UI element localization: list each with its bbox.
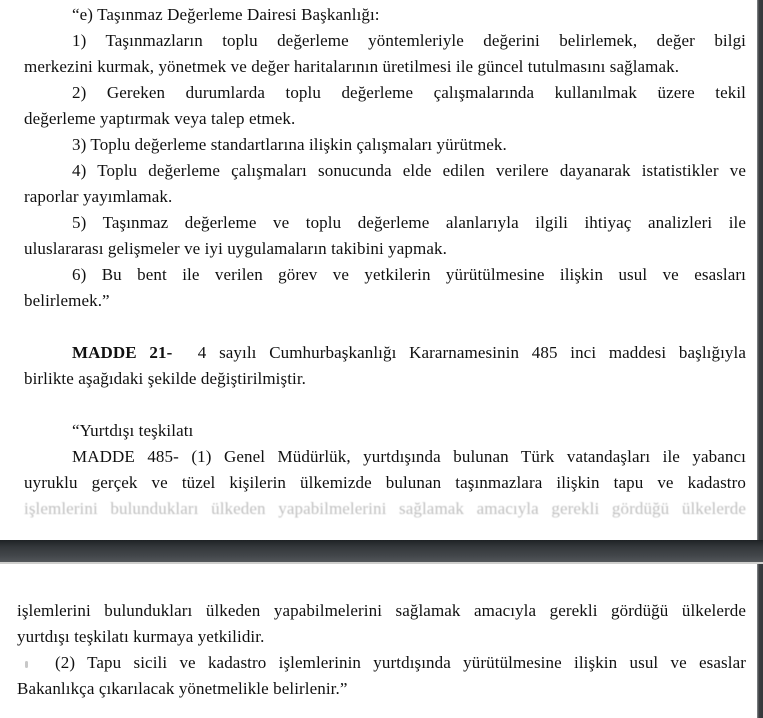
text-line: MADDE 485- (1) Genel Müdürlük, yurtdışında bulunan Türk vatandaşları ile yabancı xyxy=(72,447,746,466)
text-line: işlemlerini bulundukları ülkeden yapabilmelerini sağlamak amacıyla gerekli gördüğü ülkelerde xyxy=(17,601,746,620)
cut-text-line: işlemlerini bulundukları ülkeden yapabilmelerini sağlamak amacıyla gerekli gördüğü ülkelerde xyxy=(24,499,746,518)
document-page-2 xyxy=(17,598,746,702)
text-line: merkezini kurmak, yönetmek ve değer haritalarının üretilmesi ile güncel tutulmasını sağlamak. xyxy=(24,57,680,76)
text-line: birlikte aşağıdaki şekilde değiştirilmiştir. xyxy=(24,369,307,388)
right-edge-strip xyxy=(757,0,763,718)
page-separator-band xyxy=(0,540,763,564)
text-line: “e) Taşınmaz Değerleme Dairesi Başkanlığı: xyxy=(72,5,380,24)
text-line: Bakanlıkça çıkarılacak yönetmelikle belirlenir.” xyxy=(17,679,348,698)
bold-run: MADDE 21- xyxy=(72,343,173,362)
text-line: değerleme yaptırmak veya talep etmek. xyxy=(24,109,296,128)
text-line: yurtdışı teşkilatı kurmaya yetkilidir. xyxy=(17,627,265,646)
text-line: “Yurtdışı teşkilatı xyxy=(72,421,194,440)
text-line: belirlemek.” xyxy=(24,291,110,310)
text-line: uyruklu gerçek ve tüzel kişilerin ülkemizde bulunan taşınmazlara ilişkin tapu ve kadastro xyxy=(24,473,746,492)
text-line: MADDE 21- 4 sayılı Cumhurbaşkanlığı Kararnamesinin 485 inci maddesi başlığıyla xyxy=(72,343,746,362)
text-line: 4) Toplu değerleme çalışmaları sonucunda elde edilen verilere dayanarak istatistikler ve xyxy=(72,161,746,180)
scan-artifact-speck xyxy=(25,661,28,668)
text-line: 2) Gereken durumlarda toplu değerleme çalışmalarında kullanılmak üzere tekil xyxy=(72,83,746,102)
text-line: 1) Taşınmazların toplu değerleme yöntemleriyle değerini belirlemek, değer bilgi xyxy=(72,31,746,50)
text-line: raporlar yayımlamak. xyxy=(24,187,173,206)
document-page-1 xyxy=(24,2,746,518)
text-line: 6) Bu bent ile verilen görev ve yetkilerin yürütülmesine ilişkin usul ve esasları xyxy=(72,265,746,284)
text-line: 3) Toplu değerleme standartlarına ilişkin çalışmaları yürütmek. xyxy=(72,135,507,154)
text-line: uluslararası gelişmeler ve iyi uygulamaların takibini yapmak. xyxy=(24,239,447,258)
text-line: 5) Taşınmaz değerleme ve toplu değerleme alanlarıyla ilgili ihtiyaç analizleri ile xyxy=(72,213,746,232)
text-line: (2) Tapu sicili ve kadastro işlemlerinin yurtdışında yürütülmesine ilişkin usul ve esaslar xyxy=(55,653,746,672)
page-break-cut-text xyxy=(24,496,746,518)
